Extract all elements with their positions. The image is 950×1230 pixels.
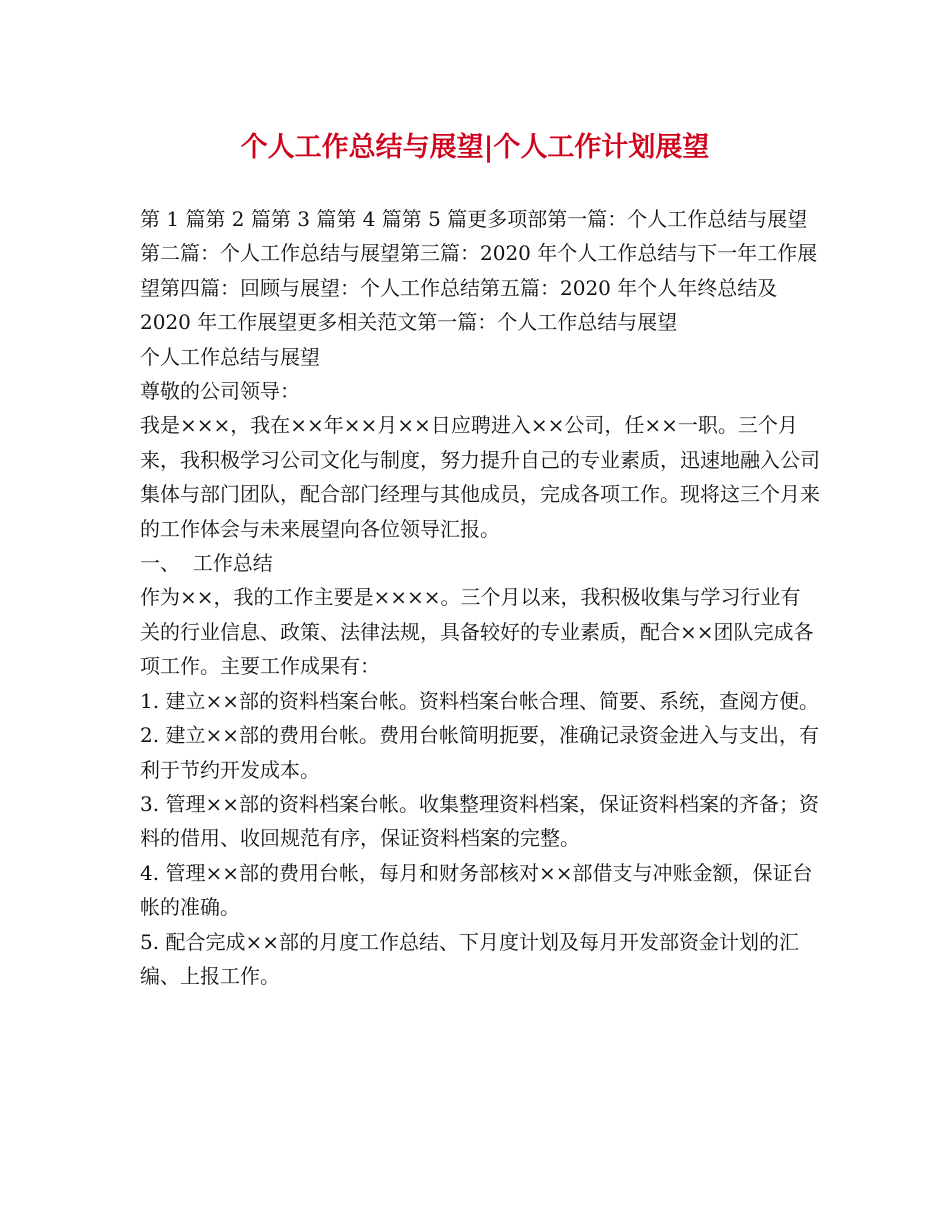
list-item-5: 5. 配合完成××部的月度工作总结、下月度计划及每月开发部资金计划的汇编、上报工作。 — [140, 929, 799, 988]
list-item-4: 4. 管理××部的费用台帐，每月和财务部核对××部借支与冲账金额，保证台帐的准确。 — [140, 860, 813, 920]
document-title: 个人工作总结与展望|个人工作计划展望 — [240, 132, 710, 163]
paragraph-salutation: 尊敬的公司领导： — [140, 379, 300, 404]
paragraph-work-overview: 作为××，我的工作主要是××××。三个月以来，我积极收集与学习行业有关的行业信息、政策、法律法规，具备较好的专业素质，配合××团队完成各项工作。主要工作成果有： — [140, 585, 814, 679]
paragraph-subtitle: 个人工作总结与展望 — [140, 344, 320, 369]
paragraph-table-of-contents: 第 1 篇第 2 篇第 3 篇第 4 篇第 5 篇更多项部第一篇：个人工作总结与展望第二篇：个人工作总结与展望第三篇：2020 年个人工作总结与下一年工作展望第四篇：回顾与展望：个人工作总结第五篇：2020 年个人年终总结及 2020 年工作展望更多相关范文第一篇：个人工作总结与展望 — [140, 207, 818, 335]
document-body — [140, 202, 820, 993]
section-heading-work-summary: 一、 工作总结 — [140, 551, 273, 576]
list-item-3: 3. 管理××部的资料档案台帐。收集整理资料档案，保证资料档案的齐备；资料的借用、收回规范有序，保证资料档案的完整。 — [140, 791, 819, 851]
list-item-1: 1. 建立××部的资料档案台帐。资料档案台帐合理、简要、系统，查阅方便。 — [140, 688, 819, 713]
paragraph-introduction: 我是×××，我在××年××月××日应聘进入××公司，任××一职。三个月来，我积极学习公司文化与制度，努力提升自己的专业素质，迅速地融入公司集体与部门团队，配合部门经理与其他成员，完成各项工作。现将这三个月来的工作体会与未来展望向各位领导汇报。 — [140, 413, 820, 541]
list-item-2: 2. 建立××部的费用台帐。费用台帐简明扼要，准确记录资金进入与支出，有利于节约开发成本。 — [140, 723, 819, 782]
